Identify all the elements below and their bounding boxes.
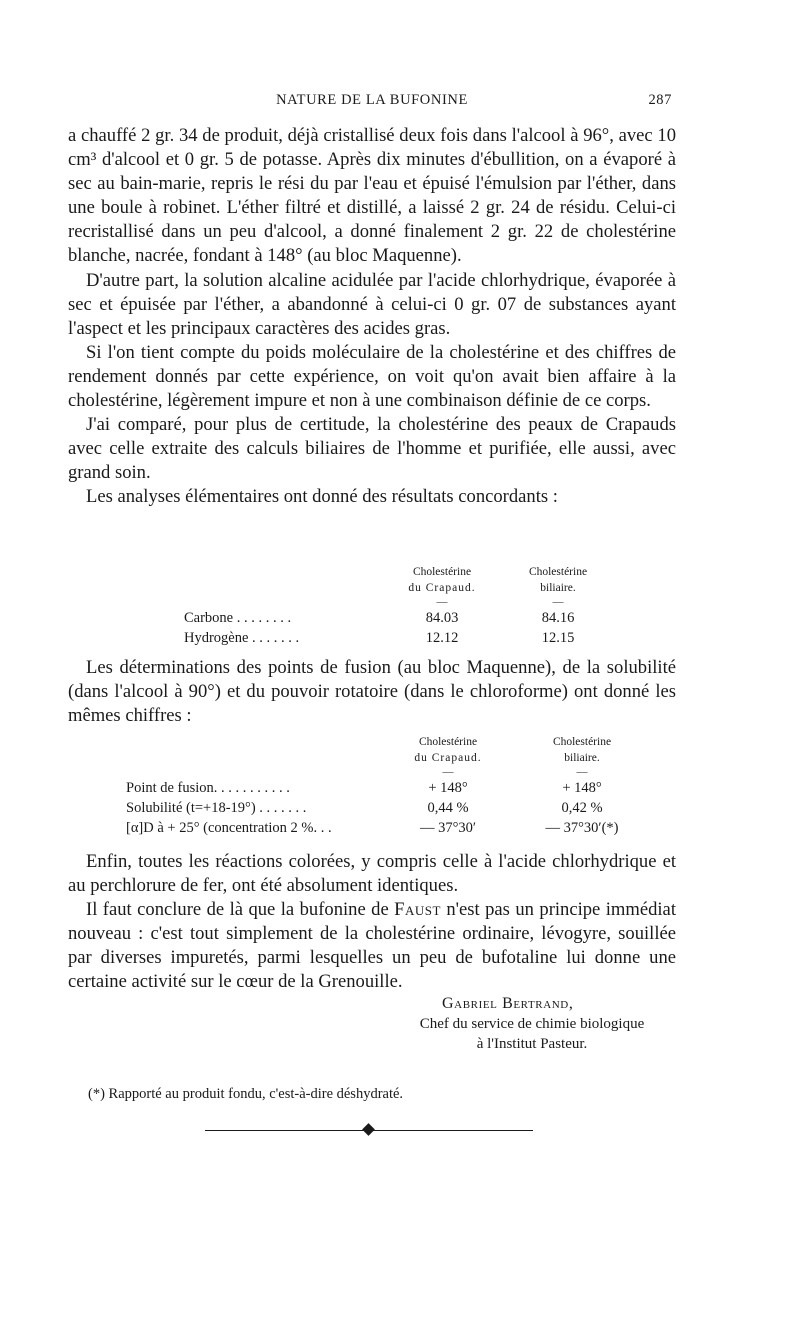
paragraph-comparison: J'ai comparé, pour plus de certitude, la cholestérine des peaux de Crapauds avec celle extraite des calculs biliaires de l'homme et purifiée, elle aussi, avec grand soin.	[68, 414, 676, 484]
row-label: Point de fusion. . . . . . . . . . .	[126, 780, 290, 796]
table-row	[126, 778, 654, 798]
value-toad: — 37°30′	[419, 820, 477, 836]
author-title: Chef du service de chimie biologique	[419, 1016, 645, 1032]
main-text	[68, 124, 676, 510]
col-header-bile-line2: biliaire.	[564, 752, 600, 764]
col-header-toad-line2: du Crapaud.	[408, 582, 476, 594]
value-toad: 84.03	[425, 610, 459, 626]
col-header-bile-line1: Cholestérine	[552, 736, 612, 748]
dash-separator: —	[576, 766, 588, 778]
value-bile: 0,42 %	[561, 800, 603, 816]
value-bile: — 37°30′(*)	[545, 820, 619, 836]
physical-properties-table	[126, 734, 654, 838]
closing-paragraphs	[68, 850, 676, 995]
table-row	[126, 798, 654, 818]
page-number: 287	[648, 92, 672, 108]
paragraph-color-reactions: Enfin, toutes les réactions colorées, y compris celle à l'acide chlorhydrique et au perchlorure de fer, ont été absolument identiques.	[68, 851, 676, 897]
value-bile: 84.16	[541, 610, 575, 626]
author-name-faust: Faust	[394, 899, 441, 921]
paragraph-determinations	[68, 656, 676, 728]
running-title: NATURE DE LA BUFONINE	[276, 92, 468, 108]
table-row	[184, 608, 616, 628]
col-header-bile	[500, 564, 616, 596]
col-header-toad	[384, 564, 500, 596]
signature-block	[382, 994, 682, 1054]
col-header-bile-line2: biliaire.	[540, 582, 576, 594]
conclusion-text-start: Il faut conclure de là que la bufonine de	[86, 899, 395, 921]
col-header-toad-line2: du Crapaud.	[414, 752, 482, 764]
col-header-bile-line1: Cholestérine	[528, 566, 588, 578]
author-signature: Gabriel Bertrand,	[442, 995, 574, 1012]
dash-separator: —	[436, 596, 448, 608]
diamond-ornament-icon	[362, 1123, 375, 1136]
col-header-toad	[386, 734, 510, 766]
value-bile: + 148°	[562, 780, 602, 796]
col-header-toad-line1: Cholestérine	[418, 736, 478, 748]
dash-separator: —	[442, 766, 454, 778]
conclusion-text-end: n'est pas un principe immédiat nouveau : c'est tout simplement de la cholestérine ordinaire, lévogyre, souillée par diverses impuretés, parmi lesquelles un peu de bufotaline lui donne une certaine activité sur le cœur de la Grenouille.	[68, 899, 676, 993]
paragraph-analyses-intro: Les analyses élémentaires ont donné des résultats concordants :	[86, 486, 558, 508]
value-bile: 12.15	[541, 630, 575, 646]
paragraph-saponification: a chauffé 2 gr. 34 de produit, déjà cristallisé deux fois dans l'alcool à 96°, avec 10 cm³ d'alcool et 0 gr. 5 de potasse. Après dix minutes d'ébullition, on a évaporé à sec au bain-marie, repris le rési du par l'eau et épuisé l'émulsion par l'éther, dans une boule à robinet. L'éther filtré et distillé, a laissé 2 gr. 24 de résidu. Celui-ci recristallisé dans un peu d'alcool, a donné finalement 2 gr. 22 de cholestérine blanche, nacrée, fondant à 148° (au bloc Maquenne).	[68, 125, 676, 267]
dash-separator: —	[552, 596, 564, 608]
elemental-analysis-table	[184, 564, 616, 648]
paragraph-conclusion	[68, 898, 676, 994]
page-header	[68, 92, 676, 114]
value-toad: 0,44 %	[427, 800, 469, 816]
col-header-toad-line1: Cholestérine	[412, 566, 472, 578]
paragraph-acid-solution: D'autre part, la solution alcaline acidulée par l'acide chlorhydrique, évaporée à sec et épuisée par l'éther, a abandonné à celui-ci 0 gr. 07 de substances ayant l'aspect et les principaux caractères des acides gras.	[68, 269, 676, 339]
value-toad: + 148°	[428, 780, 468, 796]
footnote: (*) Rapporté au produit fondu, c'est-à-dire déshydraté.	[88, 1086, 404, 1102]
row-label: Hydrogène . . . . . . .	[184, 630, 300, 646]
author-affiliation: à l'Institut Pasteur.	[476, 1036, 588, 1052]
row-label: [α]D à + 25° (concentration 2 %. . .	[126, 820, 332, 836]
table-row	[184, 628, 616, 648]
value-toad: 12.12	[425, 630, 459, 646]
table-row	[126, 818, 654, 838]
row-label: Carbone . . . . . . . .	[184, 610, 292, 626]
paragraph-molecular-weight: Si l'on tient compte du poids moléculaire de la cholestérine et des chiffres de rendement donnés par cette expérience, on voit qu'on avait bien affaire à la cholestérine, légèrement impure et non à une combinaison définie de ce corps.	[68, 341, 676, 412]
paragraph-determinations-text: Les déterminations des points de fusion (au bloc Maquenne), de la solubilité (dans l'alcool à 90°) et du pouvoir rotatoire (dans le chloroforme) ont donné les mêmes chiffres :	[68, 657, 676, 727]
col-header-bile	[510, 734, 654, 766]
row-label: Solubilité (t=+18-19°) . . . . . . .	[126, 800, 307, 816]
